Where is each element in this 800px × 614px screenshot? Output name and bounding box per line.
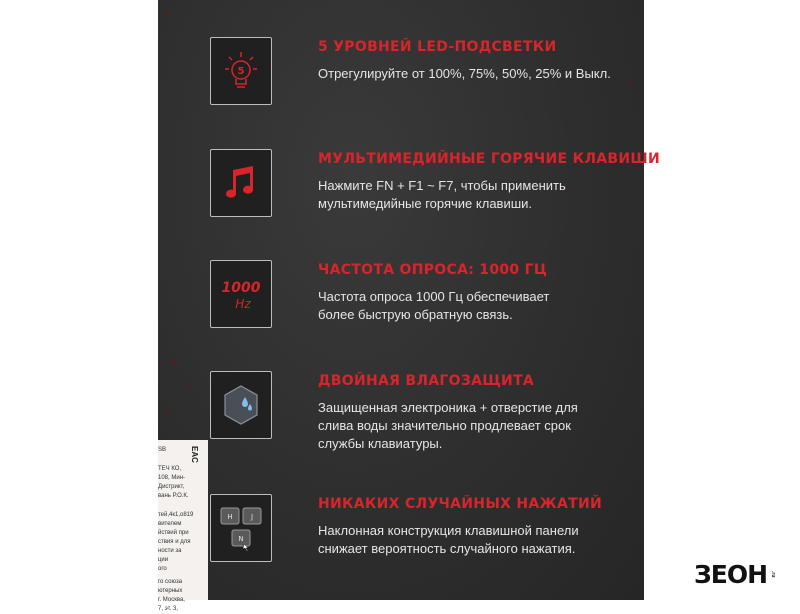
product-box-panel (158, 0, 660, 612)
label-line: 108, Мин- (158, 475, 186, 481)
feature-no-accidental-press (210, 494, 640, 574)
watermark-brand: ЗЕОН (694, 559, 768, 589)
key-j: J (250, 513, 254, 521)
label-line: го союза (158, 579, 183, 585)
label-line: ствия и для (158, 539, 191, 545)
fn-label: FN (238, 176, 250, 184)
feature-title: ДВОЙНАЯ ВЛАГОЗАЩИТА (318, 373, 535, 389)
label-line: ютерных (158, 588, 183, 594)
feature-water-protection (210, 371, 640, 451)
description-line: снижает вероятность случайного нажатия. (318, 541, 576, 556)
label-line: SB (158, 447, 167, 453)
label-line: 7, эт. 3, (158, 606, 179, 612)
key-n: N (238, 535, 244, 543)
description-line: Защищенная электроника + отверстие для (318, 400, 578, 415)
led-level-number: 5 (237, 66, 245, 77)
description-line: Наклонная конструкция клавишной панели (318, 523, 579, 538)
eac-mark: EAC (190, 446, 199, 463)
hz-text: Hz (235, 297, 251, 311)
feature-title: ЧАСТОТА ОПРОСА: 1000 ГЦ (318, 262, 548, 278)
feature-led-backlight (210, 37, 640, 117)
red-speck (188, 385, 191, 388)
label-line: ТЕЧ КО, (158, 466, 182, 472)
description-line: Нажмите FN + F1 ~ F7, чтобы применить (318, 178, 566, 193)
led-bulb-5-icon (210, 37, 272, 105)
water-drop-shield-icon (210, 371, 272, 439)
feature-title: НИКАКИХ СЛУЧАЙНЫХ НАЖАТИЙ (318, 496, 602, 512)
feature-description (318, 65, 640, 83)
description-line: Частота опроса 1000 Гц обеспечивает (318, 289, 550, 304)
red-speck (166, 12, 170, 16)
label-line: тей,4к1,о819 (158, 512, 194, 518)
feature-polling-rate (210, 260, 640, 340)
feature-description (318, 177, 640, 213)
description-line: мультимедийные горячие клавиши. (318, 196, 533, 211)
1000-text: 1000 (221, 280, 261, 296)
label-line: ности за (158, 548, 182, 554)
label-line: ого (158, 566, 167, 572)
red-speck (198, 340, 200, 342)
description-line: Отрегулируйте от 100%, 75%, 50%, 25% и Выкл. (318, 66, 611, 81)
feature-description (318, 288, 640, 324)
watermark-domain: .ru (770, 570, 777, 578)
red-speck (164, 410, 168, 414)
import-label-sticker (158, 440, 208, 612)
label-line: г. Москва, (158, 597, 185, 603)
feature-multimedia-keys (210, 149, 660, 229)
label-line: йствий при (158, 530, 189, 536)
feature-description (318, 522, 640, 558)
description-line: слива воды значительно продлевает срок (318, 418, 571, 433)
feature-description (318, 399, 640, 453)
music-note-fn-icon (210, 149, 272, 217)
keys-hjn-icon (210, 494, 272, 562)
1000hz-icon (210, 260, 272, 328)
description-line: службы клавиатуры. (318, 436, 443, 451)
zeon-watermark-logo (694, 559, 776, 589)
label-line: ции (158, 557, 169, 563)
feature-title: МУЛЬТИМЕДИЙНЫЕ ГОРЯЧИЕ КЛАВИШИ (318, 151, 660, 167)
red-speck (180, 30, 183, 33)
label-line: вань Р.О.К. (158, 493, 189, 499)
label-line: вителем (158, 521, 182, 527)
red-speck (172, 360, 177, 365)
label-line: Дистрикт, (158, 484, 185, 490)
feature-title: 5 УРОВНЕЙ LED-ПОДСВЕТКИ (318, 39, 557, 55)
key-h: H (227, 513, 233, 521)
description-line: более быструю обратную связь. (318, 307, 513, 322)
